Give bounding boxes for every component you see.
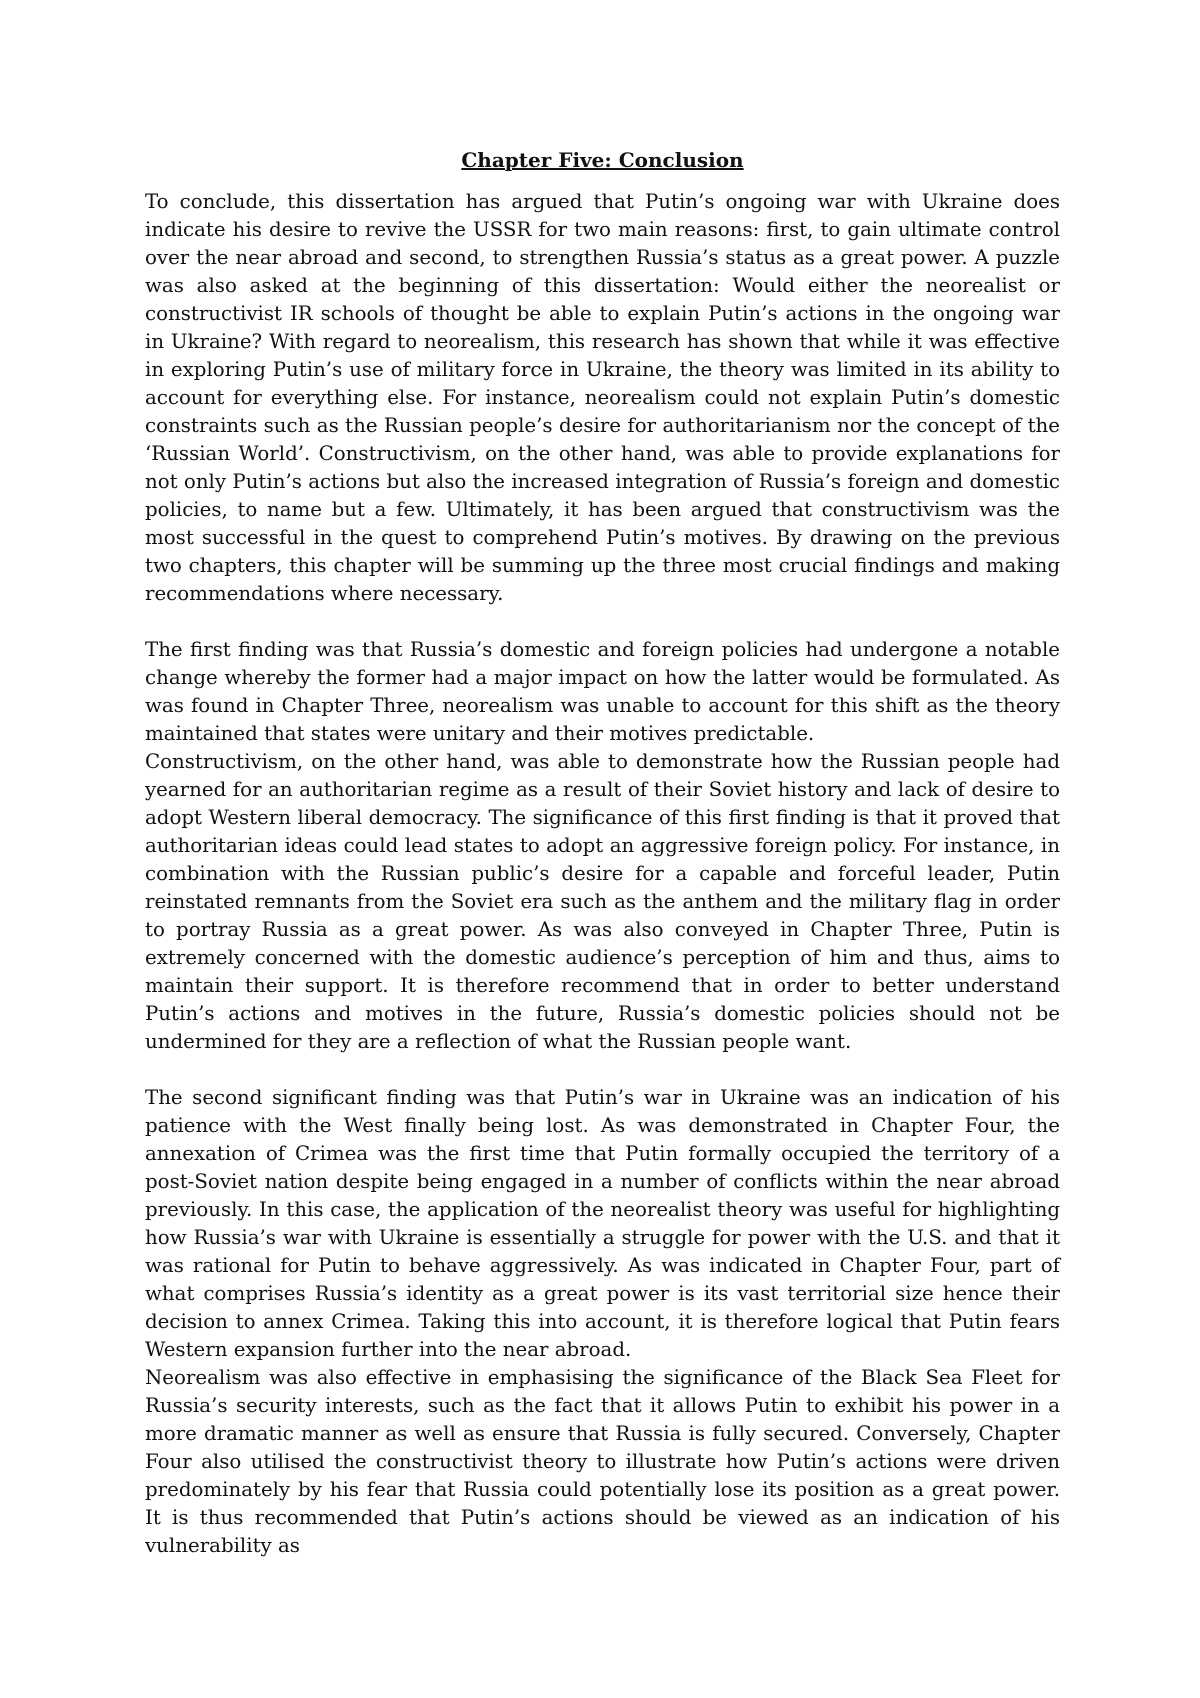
paragraph-first-finding: The first finding was that Russia’s domestic and foreign policies had undergone a notable change whereby the former had a major impact on how the latter would be formulated. As was found in Chapter Three, neorealism was unable to account for this shift as the theory maintained that states were unitary and their motives predictable. <box>145 638 1060 745</box>
document-body <box>145 146 1060 1560</box>
chapter-title: Chapter Five: Conclusion <box>461 148 744 172</box>
paragraph-black-sea-fleet: Neorealism was also effective in emphasising the significance of the Black Sea Fleet for Russia’s security interests, such as the fact that it allows Putin to exhibit his power in a more dramatic manner as well as ensure that Russia is fully secured. Conversely, Chapter Four also utilised the constructivist theory to illustrate how Putin’s actions were driven predominately by his fear that Russia could potentially lose its position as a great power. It is thus recommended that Putin’s actions should be viewed as an indication of his vulnerability as <box>145 1366 1060 1557</box>
paragraph-second-finding: The second significant finding was that Putin’s war in Ukraine was an indication of his patience with the West finally being lost. As was demonstrated in Chapter Four, the annexation of Crimea was the first time that Putin formally occupied the territory of a post-Soviet nation despite being engaged in a number of conflicts within the near abroad previously. In this case, the application of the neorealist theory was useful for highlighting how Russia’s war with Ukraine is essentially a struggle for power with the U.S. and that it was rational for Putin to behave aggressively. As was indicated in Chapter Four, part of what comprises Russia’s identity as a great power is its vast territorial size hence their decision to annex Crimea. Taking this into account, it is therefore logical that Putin fears Western expansion further into the near abroad. <box>145 1086 1060 1361</box>
paragraph-introduction: To conclude, this dissertation has argued that Putin’s ongoing war with Ukraine does indicate his desire to revive the USSR for two main reasons: first, to gain ultimate control over the near abroad and second, to strengthen Russia’s status as a great power. A puzzle was also asked at the beginning of this dissertation: Would either the neorealist or constructivist IR schools of thought be able to explain Putin’s actions in the ongoing war in Ukraine? With regard to neorealism, this research has shown that while it was effective in exploring Putin’s use of military force in Ukraine, the theory was limited in its ability to account for everything else. For instance, neorealism could not explain Putin’s domestic constraints such as the Russian people’s desire for authoritarianism nor the concept of the ‘Russian World’. Constructivism, on the other hand, was able to provide explanations for not only Putin’s actions but also the increased integration of Russia’s foreign and domestic policies, to name but a few. Ultimately, it has been argued that constructivism was the most successful in the quest to comprehend Putin’s motives. By drawing on the previous two chapters, this chapter will be summing up the three most crucial findings and making recommendations where necessary. <box>145 190 1060 605</box>
paragraph-constructivism-domestic: Constructivism, on the other hand, was able to demonstrate how the Russian people had yearned for an authoritarian regime as a result of their Soviet history and lack of desire to adopt Western liberal democracy. The significance of this first finding is that it proved that authoritarian ideas could lead states to adopt an aggressive foreign policy. For instance, in combination with the Russian public’s desire for a capable and forceful leader, Putin reinstated remnants from the Soviet era such as the anthem and the military flag in order to portray Russia as a great power. As was also conveyed in Chapter Three, Putin is extremely concerned with the domestic audience’s perception of him and thus, aims to maintain their support. It is therefore recommend that in order to better understand Putin’s actions and motives in the future, Russia’s domestic policies should not be undermined for they are a reflection of what the Russian people want. <box>145 750 1060 1053</box>
